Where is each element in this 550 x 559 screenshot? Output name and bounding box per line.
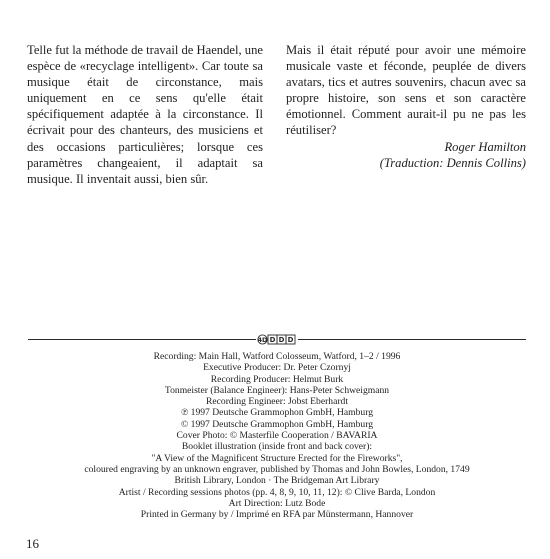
- right-paragraph: Mais il était réputé pour avoir une mémoire musicale vaste et féconde, peuplée de divers avatars, tics et autres souvenirs, chacun avec sa propre histoire, son sens et son caractère émotionnel. Comment aurait-il pu ne pas les réutiliser?: [286, 43, 526, 138]
- right-text-column: [286, 42, 526, 171]
- credit-line: Recording: Main Hall, Watford Colosseum, Watford, 1–2 / 1996: [153, 351, 401, 362]
- 4d-ddd-logo: [256, 333, 298, 345]
- credit-line: Art Direction: Lutz Bode: [228, 497, 326, 509]
- divider-line-left: [28, 339, 256, 340]
- credit-line: Booklet illustration (inside front and back cover):: [181, 441, 373, 453]
- svg-text:D: D: [278, 335, 285, 344]
- page-number: 16: [26, 536, 39, 551]
- svg-text:4D: 4D: [257, 335, 268, 344]
- svg-text:D: D: [287, 335, 294, 344]
- recording-credits: [28, 351, 526, 520]
- author-signature: Roger Hamilton: [444, 139, 526, 154]
- credit-line: Artist / Recording sessions photos (pp. 4, 8, 9, 10, 11, 12): © Clive Barda, London: [118, 486, 436, 498]
- svg-text:D: D: [269, 335, 276, 344]
- credit-line: Executive Producer: Dr. Peter Czornyj: [203, 362, 351, 374]
- credit-line: Recording Producer: Helmut Burk: [210, 373, 344, 385]
- credit-line: Cover Photo: © Masterfile Cooperation / BAVARIA: [176, 430, 378, 442]
- translator-credit: (Traduction: Dennis Collins): [379, 155, 526, 170]
- divider-line-right: [298, 339, 526, 340]
- credit-line: Printed in Germany by / Imprimé en RFA par Münstermann, Hannover: [140, 509, 414, 521]
- credit-line: © 1997 Deutsche Grammophon GmbH, Hamburg: [180, 418, 374, 430]
- 4d-ddd-logo-graphic: [257, 334, 297, 345]
- credit-line: coloured engraving by an unknown engraver, published by Thomas and John Bowles, London, 1749: [84, 463, 470, 475]
- credit-line: ℗ 1997 Deutsche Grammophon GmbH, Hamburg: [180, 407, 374, 419]
- credit-line: "A View of the Magnificent Structure Erected for the Fireworks",: [151, 452, 403, 464]
- section-divider: [28, 333, 526, 345]
- credit-line: Recording Engineer: Jobst Eberhardt: [206, 396, 348, 408]
- credit-line: British Library, London · The Bridgeman Art Library: [174, 475, 380, 487]
- left-paragraph: Telle fut la méthode de travail de Haendel, une espèce de «recyclage intelligent». Car toute sa musique était de circonstance, mais uniquement en ce sens qu'elle était spécifiquement adaptée à la circonstance. Il écrivait pour des chanteurs, des musiciens et des occasions particulières; lorsque ces paramètres changeaient, il adaptait sa musique. Il inventait aussi, bien sûr.: [27, 43, 263, 186]
- left-text-column: [27, 42, 263, 187]
- credit-line: Tonmeister (Balance Engineer): Hans-Peter Schweigmann: [164, 384, 390, 396]
